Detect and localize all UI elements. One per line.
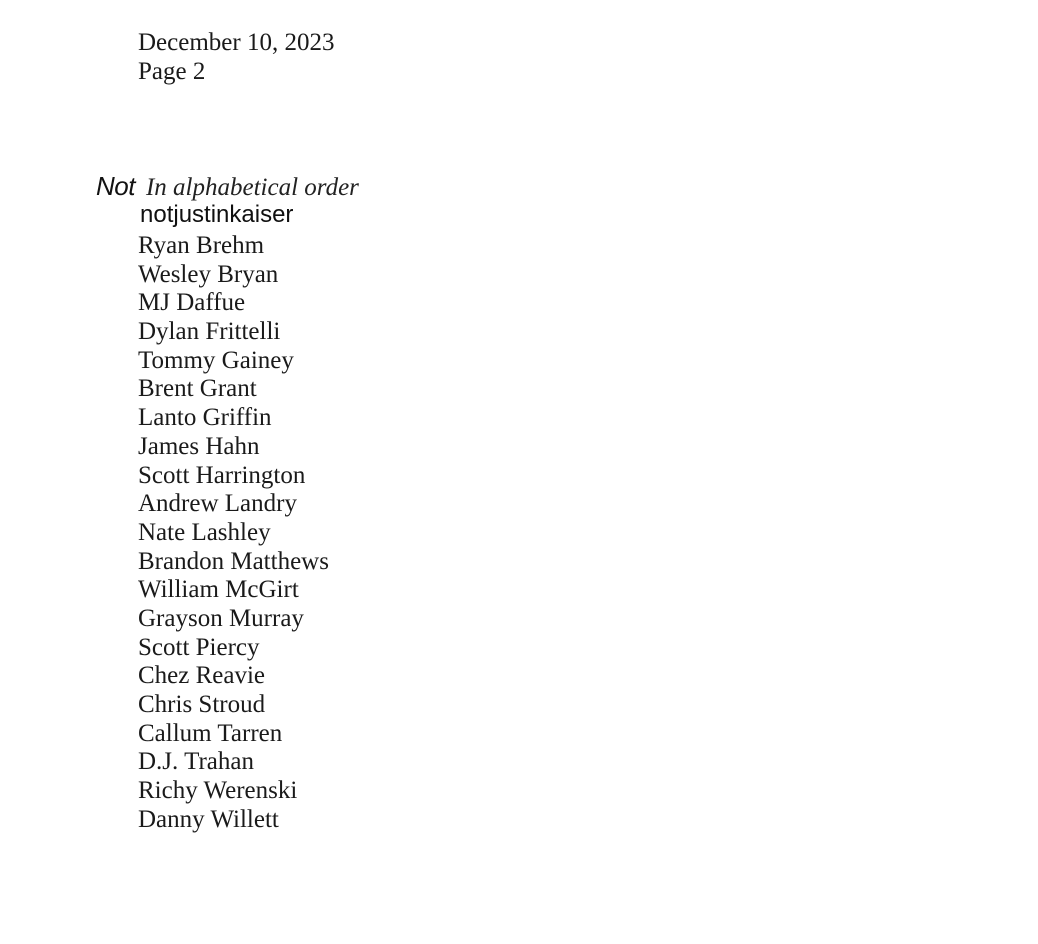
names-list [138,232,329,834]
name-item: Scott Piercy [138,633,260,661]
name-item: Lanto Griffin [138,404,272,432]
name-item: William McGirt [138,576,299,604]
document-header [138,29,334,86]
name-item: D.J. Trahan [138,748,254,776]
name-item: Grayson Murray [138,604,304,632]
list-heading-row [96,172,359,203]
name-item: Callum Tarren [138,719,283,747]
name-item: Tommy Gainey [138,346,294,374]
name-item: Andrew Landry [138,490,297,518]
name-item: Danny Willett [138,805,279,833]
not-annotation: Not [96,171,135,201]
name-item: Chez Reavie [138,662,266,690]
name-item: Dylan Frittelli [138,318,281,346]
name-item: Scott Harrington [138,461,306,489]
added-name: notjustinkaiser [140,201,294,228]
name-item: MJ Daffue [138,289,246,317]
name-item: James Hahn [138,432,260,460]
name-item: Brent Grant [138,375,257,403]
name-item: Ryan Brehm [138,232,265,259]
document-date: December 10, 2023 [138,29,335,56]
name-item: Nate Lashley [138,518,271,546]
name-item: Richy Werenski [138,777,298,805]
list-heading: In alphabetical order [145,174,359,201]
name-item: Chris Stroud [138,691,266,718]
name-item: Brandon Matthews [138,547,329,575]
page-number: Page 2 [138,57,206,85]
name-item: Wesley Bryan [138,260,279,288]
